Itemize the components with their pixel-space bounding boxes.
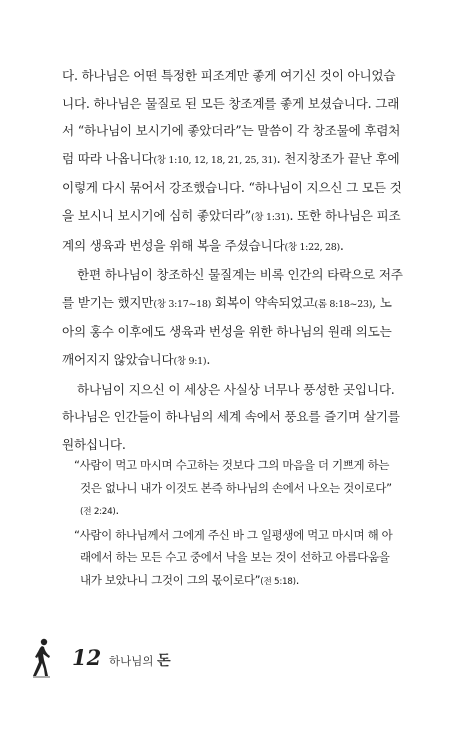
scripture-reference: (전 2:24) <box>80 507 116 517</box>
body-line <box>62 174 446 202</box>
walking-man-icon <box>30 638 52 678</box>
text-segment: . <box>295 572 300 587</box>
quote-paragraph <box>74 524 452 594</box>
text-segment: “사람이 하나님께서 그에게 주신 바 그 일평생에 먹고 마시며 해 아 <box>74 527 393 542</box>
body-line <box>62 346 446 376</box>
scripture-reference: (창 1:22, 28) <box>284 241 340 253</box>
text-segment: 내가 보았나니 그것이 그의 몫이로다” <box>80 572 261 587</box>
body-paragraph <box>62 376 446 459</box>
text-segment: . 또한 하나님은 피조 <box>289 207 401 223</box>
text-segment: 을 보시니 보시기에 심히 좋았더라” <box>62 207 251 223</box>
text-segment: 다. 하나님은 어떤 특정한 피조계만 좋게 여기신 것이 아니었습 <box>62 68 396 83</box>
body-line <box>62 289 446 319</box>
text-segment: 계의 생육과 번성을 위해 복을 주셨습니다 <box>62 237 285 253</box>
text-segment: 서 “하나님이 보시기에 좋았더라”는 말씀이 각 창조물에 후렴처 <box>62 123 401 139</box>
page-footer <box>30 636 230 678</box>
book-title-prefix: 하나님의 <box>109 654 154 668</box>
quote-line <box>80 477 452 500</box>
text-segment: , 노 <box>372 294 392 310</box>
scripture-reference: (롬 8:18~23) <box>314 298 373 310</box>
text-segment: 깨어지지 않았습니다 <box>62 351 174 367</box>
body-line <box>62 117 446 145</box>
text-segment: . <box>339 237 344 253</box>
book-title <box>109 650 171 670</box>
body-text <box>62 62 446 458</box>
scripture-reference: (창 1:31) <box>250 211 290 223</box>
text-segment: . <box>206 351 211 367</box>
text-segment: “사람이 먹고 마시며 수고하는 것보다 그의 마음을 더 기쁘게 하는 <box>74 458 390 472</box>
text-segment: 원하십니다. <box>62 436 126 452</box>
text-segment: 한편 하나님이 창조하신 물질계는 비록 인간의 타락으로 저주 <box>77 267 403 283</box>
body-line <box>62 202 446 232</box>
body-line <box>62 261 446 289</box>
quote-line <box>80 499 452 524</box>
body-line <box>62 62 446 90</box>
scripture-quote-block <box>74 454 452 593</box>
body-line <box>62 145 446 175</box>
body-paragraph <box>62 62 446 261</box>
quote-line <box>74 454 452 477</box>
text-segment: . 천지창조가 끝난 후에 <box>276 150 400 166</box>
body-line <box>62 318 446 346</box>
quote-paragraph <box>74 454 452 524</box>
body-line <box>62 403 446 431</box>
text-segment: 니다. 하나님은 물질로 된 모든 창조계를 좋게 보셨습니다. 그래 <box>62 95 400 111</box>
scripture-reference: (전 5:18) <box>260 576 296 587</box>
body-line <box>62 376 446 404</box>
text-segment: 이렇게 다시 묶어서 강조했습니다. “하나님이 지으신 그 모든 것 <box>62 180 402 196</box>
page-number: 12 <box>72 645 102 670</box>
text-segment: 를 받기는 했지만 <box>62 294 154 310</box>
text-segment: 아의 홍수 이후에도 생육과 번성을 위한 하나님의 원래 의도는 <box>62 324 392 340</box>
scripture-reference: (창 9:1) <box>173 355 207 367</box>
quote-line <box>80 569 452 594</box>
text-segment: 하나님이 지으신 이 세상은 사실상 너무나 풍성한 곳입니다. <box>77 381 395 397</box>
scripture-reference: (창 1:10, 12, 18, 21, 25, 31) <box>153 154 277 166</box>
text-segment: 하나님은 인간들이 하나님의 세계 속에서 풍요를 즐기며 살기를 <box>62 409 400 425</box>
quote-line <box>80 546 452 569</box>
quote-line <box>74 524 452 547</box>
scripture-reference: (창 3:17~18) <box>153 298 212 310</box>
book-title-emphasis: 돈 <box>157 653 171 669</box>
text-segment: 럼 따라 나옵니다 <box>62 150 154 166</box>
text-segment: 래에서 하는 모든 수고 중에서 낙을 보는 것이 선하고 아름다움을 <box>80 550 390 564</box>
body-line <box>62 90 446 118</box>
text-segment: 회복이 약속되었고 <box>211 294 315 310</box>
text-segment: . <box>115 503 119 517</box>
body-line <box>62 232 446 262</box>
text-segment: 것은 없나니 내가 이것도 본즉 하나님의 손에서 나오는 것이로다” <box>80 480 392 495</box>
body-paragraph <box>62 261 446 375</box>
